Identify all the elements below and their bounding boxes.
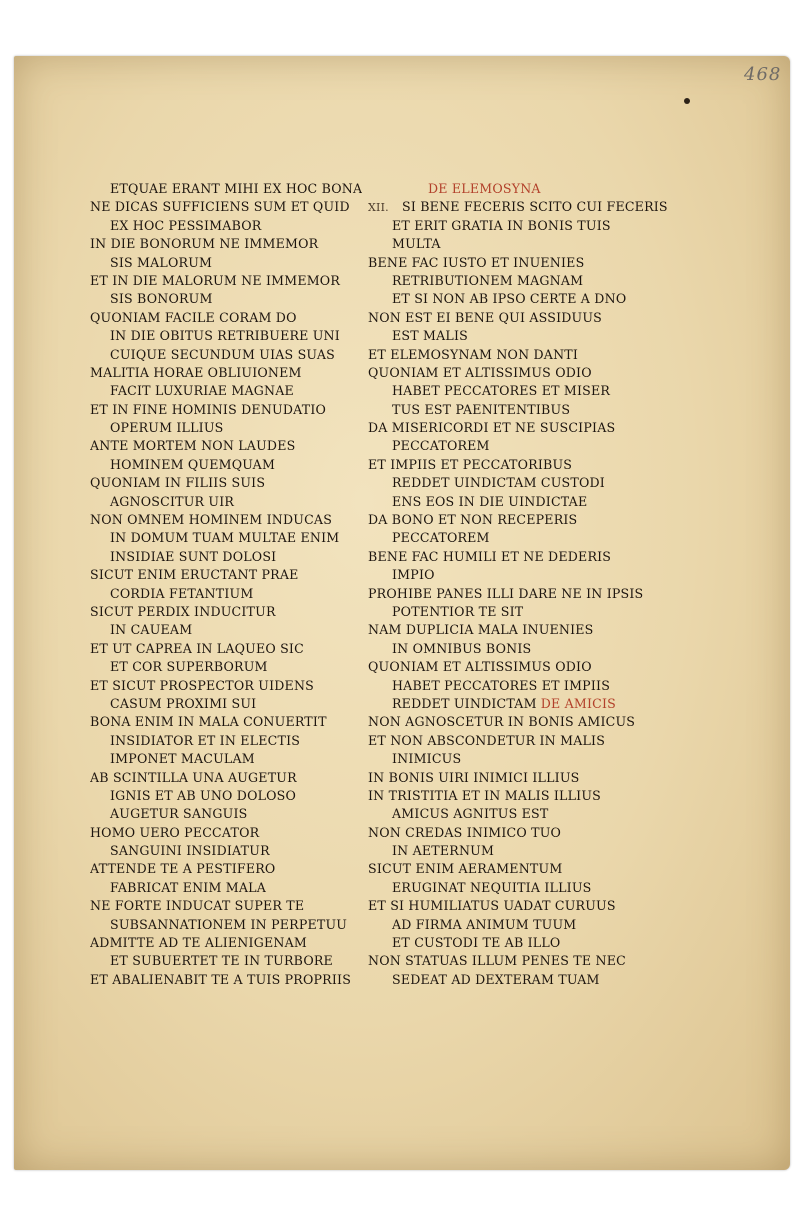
text-line bbox=[368, 971, 668, 989]
line-text: IN DIE OBITUS RETRIBUERE UNI bbox=[110, 328, 340, 344]
folio-number: 468 bbox=[744, 64, 782, 85]
text-line bbox=[90, 658, 362, 676]
text-line bbox=[368, 897, 668, 915]
line-text: ET SI HUMILIATUS UADAT CURUUS bbox=[368, 898, 616, 914]
line-text: BONA ENIM IN MALA CONUERTIT bbox=[90, 714, 327, 730]
text-line bbox=[368, 787, 668, 805]
text-line bbox=[90, 401, 362, 419]
text-line bbox=[90, 750, 362, 768]
line-text: NON CREDAS INIMICO TUO bbox=[368, 824, 562, 840]
text-line bbox=[368, 603, 668, 621]
text-line bbox=[90, 198, 362, 216]
text-line bbox=[368, 474, 668, 492]
line-text: AD FIRMA ANIMUM TUUM bbox=[392, 916, 577, 932]
line-text: ET UT CAPREA IN LAQUEO SIC bbox=[90, 640, 304, 656]
text-line bbox=[368, 529, 668, 547]
text-line bbox=[90, 511, 362, 529]
rubric-inline: DE AMICIS bbox=[540, 695, 616, 711]
text-line bbox=[90, 695, 362, 713]
text-line bbox=[90, 364, 362, 382]
text-line bbox=[368, 640, 668, 658]
line-text: CORDIA FETANTIUM bbox=[110, 585, 254, 601]
text-line bbox=[368, 695, 668, 713]
line-text: ET NON ABSCONDETUR IN MALIS bbox=[368, 732, 606, 748]
line-text: POTENTIOR TE SIT bbox=[392, 603, 524, 619]
line-text: SIS MALORUM bbox=[110, 254, 213, 270]
text-line bbox=[368, 585, 668, 603]
text-line bbox=[90, 621, 362, 639]
text-line bbox=[90, 548, 362, 566]
line-text: ETQUAE ERANT MIHI EX HOC BONA bbox=[110, 181, 362, 196]
text-line bbox=[90, 180, 362, 198]
text-line bbox=[368, 860, 668, 878]
text-line bbox=[90, 732, 362, 750]
text-line bbox=[368, 401, 668, 419]
text-line bbox=[90, 566, 362, 584]
line-text: BENE FAC IUSTO ET INUENIES bbox=[368, 254, 585, 270]
text-line bbox=[90, 842, 362, 860]
text-line bbox=[368, 769, 668, 787]
line-text: ET IMPIIS ET PECCATORIBUS bbox=[368, 456, 573, 472]
line-text: NON STATUAS ILLUM PENES TE NEC bbox=[368, 953, 626, 969]
line-text: PECCATOREM bbox=[392, 438, 490, 454]
line-text: DA BONO ET NON RECEPERIS bbox=[368, 512, 578, 528]
text-line bbox=[368, 621, 668, 639]
line-text: FACIT LUXURIAE MAGNAE bbox=[110, 383, 294, 399]
text-line bbox=[90, 419, 362, 437]
text-line bbox=[90, 493, 362, 511]
line-text: IMPONET MACULAM bbox=[110, 751, 255, 767]
line-text: ET SUBUERTET TE IN TURBORE bbox=[110, 953, 333, 969]
text-line bbox=[90, 897, 362, 915]
text-line bbox=[90, 272, 362, 290]
line-text: ATTENDE TE A PESTIFERO bbox=[90, 861, 276, 877]
text-line bbox=[90, 971, 362, 989]
text-line bbox=[90, 860, 362, 878]
text-line bbox=[368, 254, 668, 272]
line-text: ET ERIT GRATIA IN BONIS TUIS bbox=[392, 217, 611, 233]
line-text: IGNIS ET AB UNO DOLOSO bbox=[110, 787, 297, 803]
text-line bbox=[368, 382, 668, 400]
line-text: SUBSANNATIONEM IN PERPETUU bbox=[110, 916, 348, 932]
line-text: INSIDIAE SUNT DOLOSI bbox=[110, 548, 277, 564]
line-text: REDDET UINDICTAM CUSTODI bbox=[392, 475, 605, 491]
text-line bbox=[368, 548, 668, 566]
text-line bbox=[368, 364, 668, 382]
text-line bbox=[368, 732, 668, 750]
text-line bbox=[90, 456, 362, 474]
line-text: IN DOMUM TUAM MULTAE ENIM bbox=[110, 530, 340, 546]
line-text: INIMICUS bbox=[392, 751, 462, 767]
text-line bbox=[90, 382, 362, 400]
line-text: AUGETUR SANGUIS bbox=[110, 806, 248, 822]
text-line bbox=[368, 916, 668, 934]
text-line bbox=[90, 787, 362, 805]
line-text: SICUT PERDIX INDUCITUR bbox=[90, 603, 276, 619]
line-text: PECCATOREM bbox=[392, 530, 490, 546]
chapter-number: XII. bbox=[368, 201, 389, 215]
text-line bbox=[90, 934, 362, 952]
text-line bbox=[90, 952, 362, 970]
line-text: ET COR SUPERBORUM bbox=[110, 659, 268, 675]
text-line bbox=[368, 493, 668, 511]
line-text: SICUT ENIM AERAMENTUM bbox=[368, 861, 563, 877]
rubric-heading: DE ELEMOSYNA bbox=[428, 181, 541, 196]
line-text: HOMINEM QUEMQUAM bbox=[110, 456, 276, 472]
line-text: NE FORTE INDUCAT SUPER TE bbox=[90, 898, 305, 914]
line-text: RETRIBUTIONEM MAGNAM bbox=[392, 272, 584, 288]
line-text: NON AGNOSCETUR IN BONIS AMICUS bbox=[368, 714, 636, 730]
ink-spot bbox=[684, 98, 690, 104]
text-line bbox=[90, 474, 362, 492]
line-text: IN CAUEAM bbox=[110, 622, 193, 638]
line-text: IN DIE BONORUM NE IMMEMOR bbox=[90, 236, 319, 252]
text-line bbox=[90, 640, 362, 658]
line-text: IN OMNIBUS BONIS bbox=[392, 640, 532, 656]
text-line bbox=[368, 658, 668, 676]
line-text: SEDEAT AD DEXTERAM TUAM bbox=[392, 971, 600, 987]
line-text: SIS BONORUM bbox=[110, 291, 213, 307]
line-text: EST MALIS bbox=[392, 328, 468, 344]
text-line bbox=[90, 217, 362, 235]
line-text: CUIQUE SECUNDUM UIAS SUAS bbox=[110, 346, 335, 362]
line-text: ADMITTE AD TE ALIENIGENAM bbox=[90, 935, 307, 951]
text-line bbox=[368, 566, 668, 584]
line-text: NE DICAS SUFFICIENS SUM ET QUID bbox=[90, 199, 350, 215]
right-text-column bbox=[368, 180, 668, 989]
line-text: QUONIAM ET ALTISSIMUS ODIO bbox=[368, 659, 592, 675]
line-text: SI BENE FECERIS SCITO CUI FECERIS bbox=[402, 199, 668, 215]
line-text: HABET PECCATORES ET MISER bbox=[392, 383, 611, 399]
line-text: INSIDIATOR ET IN ELECTIS bbox=[110, 732, 301, 748]
text-line bbox=[90, 529, 362, 547]
text-line bbox=[368, 456, 668, 474]
line-text: AGNOSCITUR UIR bbox=[110, 493, 235, 509]
text-line bbox=[368, 713, 668, 731]
line-text: MALITIA HORAE OBLIUIONEM bbox=[90, 364, 302, 380]
line-text: ET CUSTODI TE AB ILLO bbox=[392, 935, 561, 951]
text-line bbox=[90, 254, 362, 272]
text-line bbox=[90, 309, 362, 327]
line-text: ET ELEMOSYNAM NON DANTI bbox=[368, 346, 579, 362]
text-line bbox=[368, 805, 668, 823]
left-text-column bbox=[90, 180, 362, 989]
text-line bbox=[90, 346, 362, 364]
line-text: AB SCINTILLA UNA AUGETUR bbox=[90, 769, 297, 785]
line-text: BENE FAC HUMILI ET NE DEDERIS bbox=[368, 548, 612, 564]
line-text: IMPIO bbox=[392, 567, 435, 583]
text-line bbox=[368, 346, 668, 364]
line-text: NON EST EI BENE QUI ASSIDUUS bbox=[368, 309, 602, 325]
text-line bbox=[368, 290, 668, 308]
text-line bbox=[90, 437, 362, 455]
text-line bbox=[90, 805, 362, 823]
line-text: CASUM PROXIMI SUI bbox=[110, 695, 257, 711]
line-text: IN BONIS UIRI INIMICI ILLIUS bbox=[368, 769, 580, 785]
text-line bbox=[368, 419, 668, 437]
text-line bbox=[368, 824, 668, 842]
line-text: MULTA bbox=[392, 236, 441, 252]
text-line bbox=[368, 750, 668, 768]
line-text: HABET PECCATORES ET IMPIIS bbox=[392, 677, 611, 693]
line-text: SANGUINI INSIDIATUR bbox=[110, 843, 270, 859]
text-line bbox=[368, 511, 668, 529]
line-text: ET IN FINE HOMINIS DENUDATIO bbox=[90, 401, 327, 417]
line-text: NON OMNEM HOMINEM INDUCAS bbox=[90, 512, 333, 528]
line-text: ENS EOS IN DIE UINDICTAE bbox=[392, 493, 588, 509]
line-text: FABRICAT ENIM MALA bbox=[110, 879, 267, 895]
text-line bbox=[368, 437, 668, 455]
line-text: QUONIAM IN FILIIS SUIS bbox=[90, 475, 266, 491]
text-line bbox=[90, 585, 362, 603]
line-text: ERUGINAT NEQUITIA ILLIUS bbox=[392, 879, 592, 895]
line-text: ANTE MORTEM NON LAUDES bbox=[90, 438, 296, 454]
line-text: QUONIAM ET ALTISSIMUS ODIO bbox=[368, 364, 592, 380]
line-text: ET ABALIENABIT TE A TUIS PROPRIIS bbox=[90, 971, 352, 987]
text-line bbox=[90, 327, 362, 345]
line-text: DA MISERICORDI ET NE SUSCIPIAS bbox=[368, 420, 616, 436]
text-line bbox=[368, 272, 668, 290]
text-line bbox=[368, 309, 668, 327]
text-line bbox=[368, 217, 668, 235]
text-line bbox=[90, 824, 362, 842]
line-text: IN TRISTITIA ET IN MALIS ILLIUS bbox=[368, 787, 601, 803]
text-line bbox=[368, 198, 668, 216]
line-text: REDDET UINDICTAM bbox=[392, 695, 537, 711]
text-line bbox=[90, 916, 362, 934]
text-line bbox=[90, 290, 362, 308]
line-text: ET SI NON AB IPSO CERTE A DNO bbox=[392, 291, 627, 307]
line-text: ET IN DIE MALORUM NE IMMEMOR bbox=[90, 272, 341, 288]
line-text: OPERUM ILLIUS bbox=[110, 420, 224, 436]
text-line bbox=[90, 235, 362, 253]
text-line bbox=[90, 769, 362, 787]
line-text: HOMO UERO PECCATOR bbox=[90, 824, 260, 840]
text-line bbox=[90, 677, 362, 695]
text-line bbox=[368, 934, 668, 952]
text-line bbox=[368, 235, 668, 253]
text-line bbox=[368, 327, 668, 345]
line-text: TUS EST PAENITENTIBUS bbox=[392, 401, 571, 417]
text-line bbox=[368, 842, 668, 860]
line-text: EX HOC PESSIMABOR bbox=[110, 217, 262, 233]
line-text: AMICUS AGNITUS EST bbox=[392, 806, 549, 822]
line-text: PROHIBE PANES ILLI DARE NE IN IPSIS bbox=[368, 585, 644, 601]
text-line bbox=[368, 677, 668, 695]
line-text: SICUT ENIM ERUCTANT PRAE bbox=[90, 567, 299, 583]
line-text: IN AETERNUM bbox=[392, 843, 495, 859]
line-text: NAM DUPLICIA MALA INUENIES bbox=[368, 622, 594, 638]
text-line bbox=[90, 603, 362, 621]
text-line bbox=[368, 879, 668, 897]
text-line bbox=[368, 952, 668, 970]
text-line bbox=[90, 713, 362, 731]
line-text: ET SICUT PROSPECTOR UIDENS bbox=[90, 677, 314, 693]
line-text: QUONIAM FACILE CORAM DO bbox=[90, 309, 297, 325]
text-line bbox=[90, 879, 362, 897]
